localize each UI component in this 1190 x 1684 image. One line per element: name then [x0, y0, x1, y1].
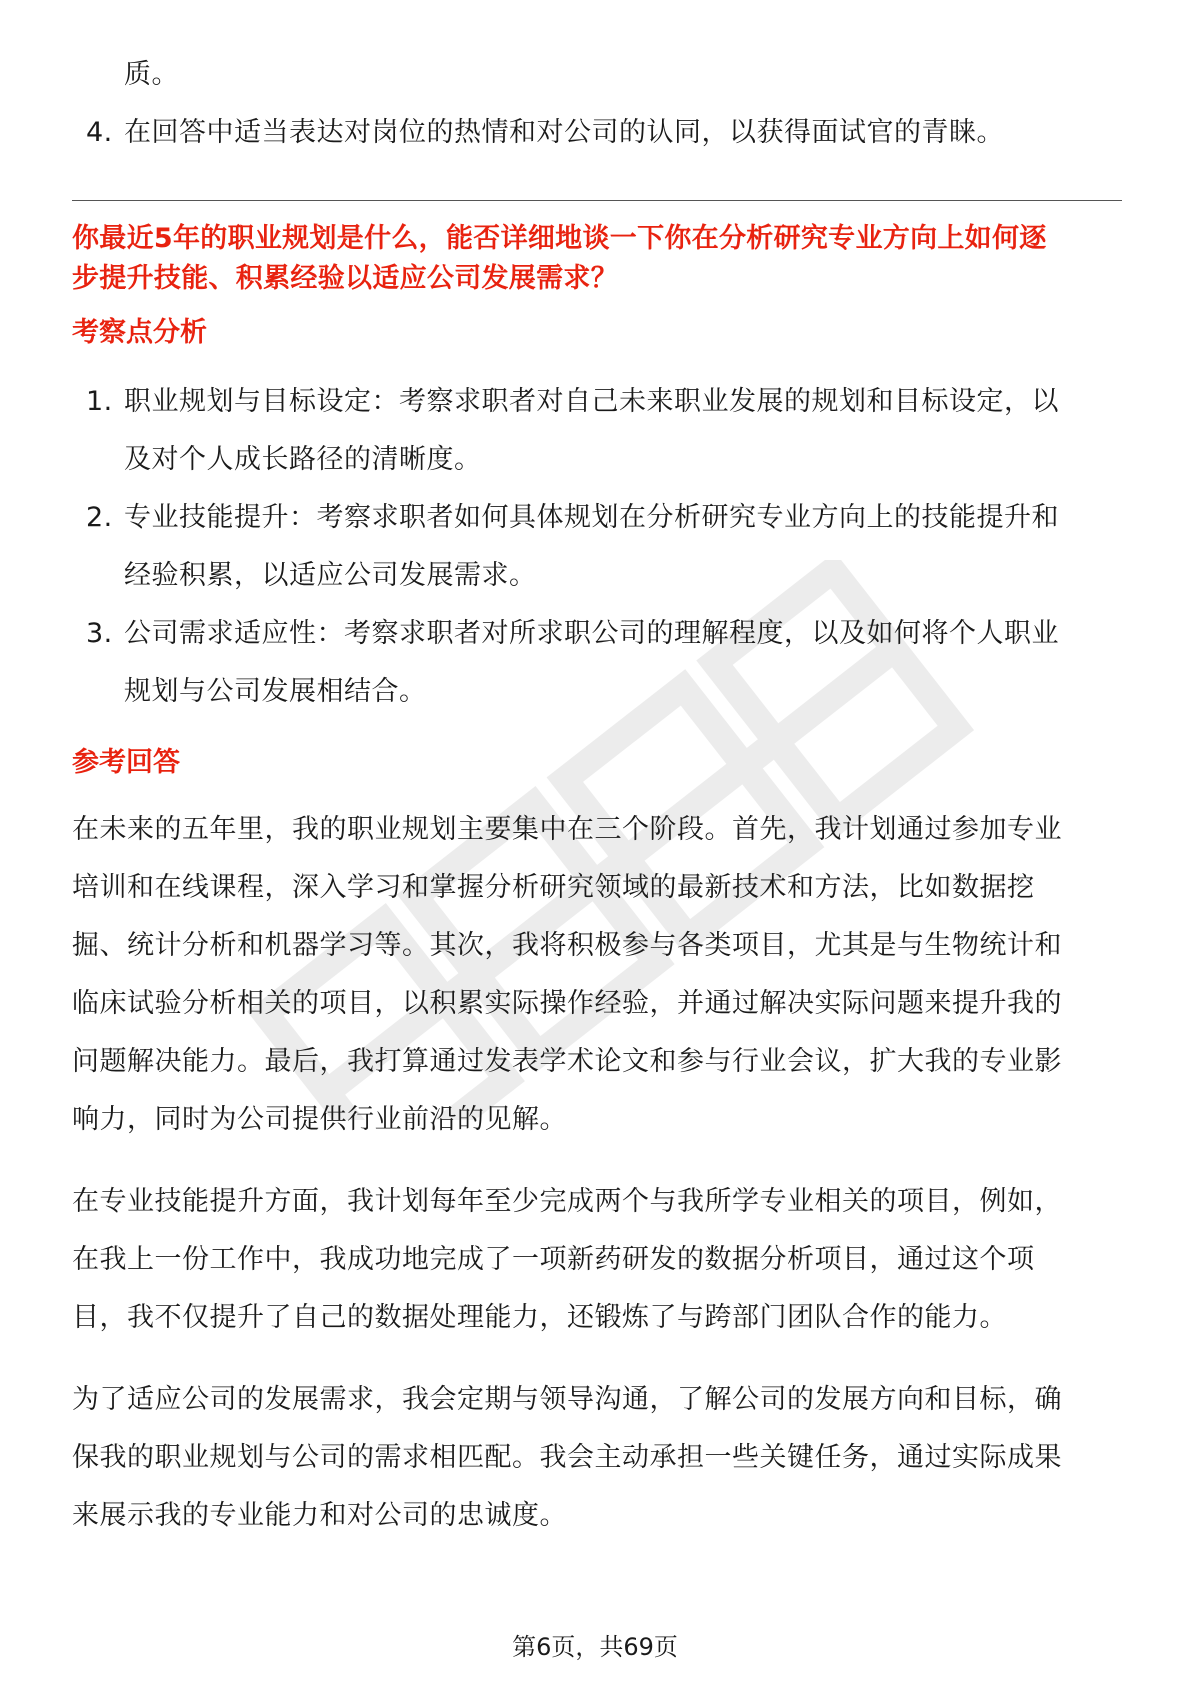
paragraph-line: 来展示我的专业能力和对公司的忠诚度。 — [72, 1500, 567, 1531]
question-line: 步提升技能、积累经验以适应公司发展需求？ — [72, 263, 618, 294]
previous-item-continuation: 质。 — [124, 59, 179, 90]
answer-paragraph — [72, 1173, 1122, 1347]
analysis-list — [72, 373, 1122, 721]
paragraph-line: 问题解决能力。最后，我打算通过发表学术论文和参与行业会议，扩大我的专业影 — [72, 1046, 1062, 1077]
list-item — [72, 373, 1122, 489]
list-number: 1. — [86, 386, 113, 417]
list-item — [72, 104, 1122, 162]
answer-paragraph — [72, 801, 1122, 1149]
paragraph-line: 为了适应公司的发展需求，我会定期与领导沟通，了解公司的发展方向和目标，确 — [72, 1384, 1062, 1415]
paragraph-line: 响力，同时为公司提供行业前沿的见解。 — [72, 1104, 567, 1135]
paragraph-line: 培训和在线课程，深入学习和掌握分析研究领域的最新技术和方法，比如数据挖 — [72, 872, 1035, 903]
list-number: 3. — [86, 618, 113, 649]
answer-title: 参考回答 — [72, 747, 180, 778]
page-footer: 第6页，共69页 — [512, 1633, 678, 1661]
list-number: 2. — [86, 502, 113, 533]
list-item-line: 经验积累，以适应公司发展需求。 — [124, 560, 537, 591]
list-item — [72, 605, 1122, 721]
answer-paragraph — [72, 1371, 1122, 1545]
paragraph-line: 在我上一份工作中，我成功地完成了一项新药研发的数据分析项目，通过这个项 — [72, 1244, 1035, 1275]
paragraph-line: 掘、统计分析和机器学习等。其次，我将积极参与各类项目，尤其是与生物统计和 — [72, 930, 1062, 961]
list-item-line: 及对个人成长路径的清晰度。 — [124, 444, 482, 475]
content — [72, 46, 1122, 1545]
list-item-line: 公司需求适应性：考察求职者对所求职公司的理解程度，以及如何将个人职业 — [124, 618, 1059, 649]
previous-list — [72, 104, 1122, 162]
paragraph-line: 在专业技能提升方面，我计划每年至少完成两个与我所学专业相关的项目，例如， — [72, 1186, 1062, 1217]
analysis-title: 考察点分析 — [72, 317, 207, 348]
question-heading — [72, 219, 1122, 299]
paragraph-line: 在未来的五年里，我的职业规划主要集中在三个阶段。首先，我计划通过参加专业 — [72, 814, 1062, 845]
list-number: 4. — [86, 117, 113, 148]
list-item — [72, 489, 1122, 605]
paragraph-line: 目，我不仅提升了自己的数据处理能力，还锻炼了与跨部门团队合作的能力。 — [72, 1302, 1007, 1333]
list-item-line: 职业规划与目标设定：考察求职者对自己未来职业发展的规划和目标设定，以 — [124, 386, 1059, 417]
list-item-line: 规划与公司发展相结合。 — [124, 676, 427, 707]
list-item-line: 专业技能提升：考察求职者如何具体规划在分析研究专业方向上的技能提升和 — [124, 502, 1059, 533]
paragraph-line: 临床试验分析相关的项目，以积累实际操作经验，并通过解决实际问题来提升我的 — [72, 988, 1062, 1019]
question-line: 你最近5年的职业规划是什么，能否详细地谈一下你在分析研究专业方向上如何逐 — [72, 223, 1047, 254]
list-item-text: 在回答中适当表达对岗位的热情和对公司的认同，以获得面试官的青睐。 — [124, 117, 1004, 148]
section-divider — [72, 200, 1122, 201]
paragraph-line: 保我的职业规划与公司的需求相匹配。我会主动承担一些关键任务，通过实际成果 — [72, 1442, 1062, 1473]
